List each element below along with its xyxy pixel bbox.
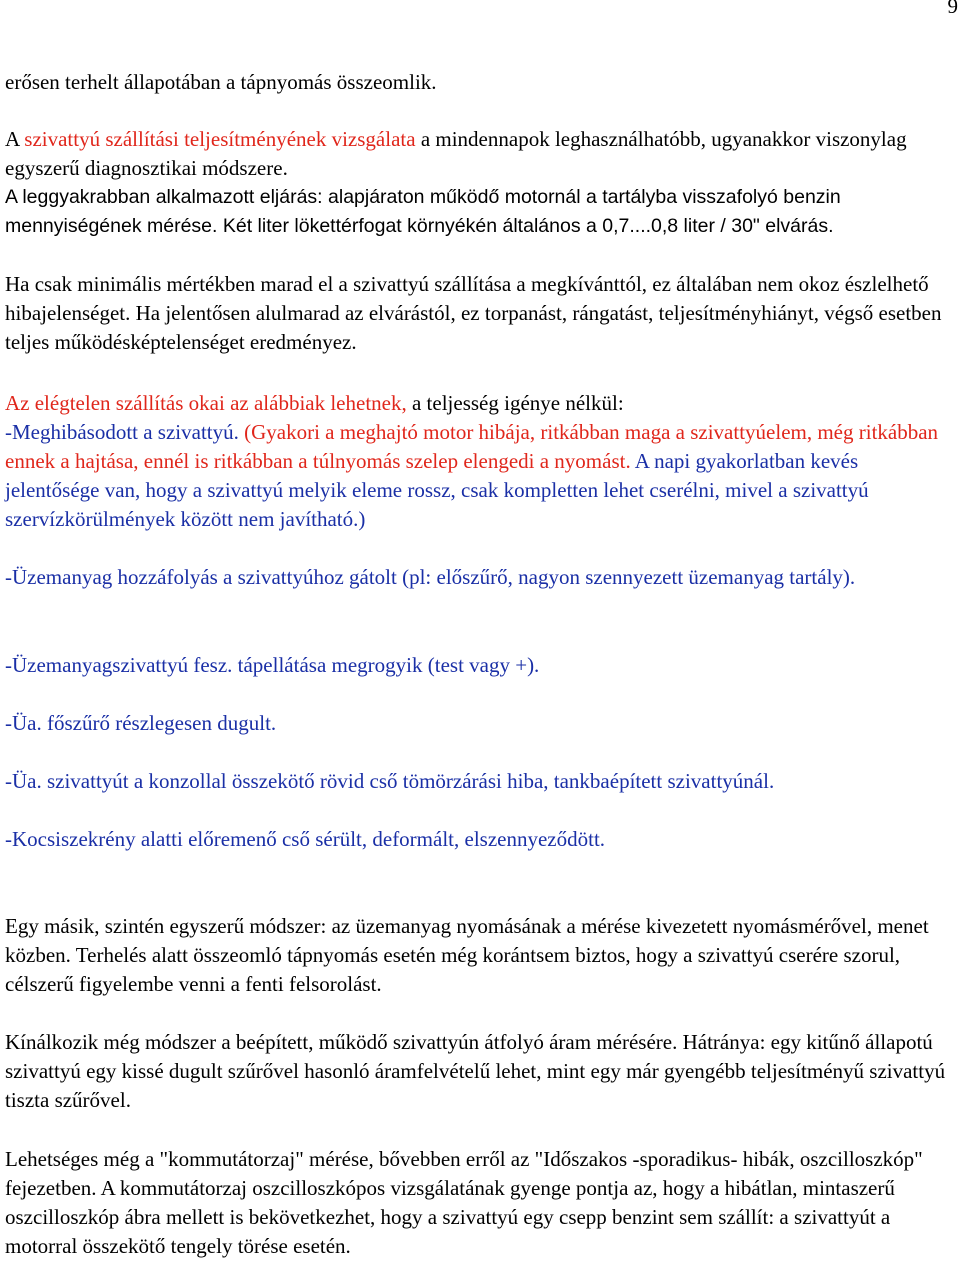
paragraph-commutator (5, 1145, 957, 1261)
text-cause-inflow: -Üzemanyag hozzáfolyás a szivattyúhoz gátolt (pl: előszűrő, nagyon szennyezett üzemanyag tartály). (5, 565, 856, 589)
paragraph-pressure (5, 912, 957, 999)
text-causes-tail: a teljesség igénye nélkül: (406, 391, 624, 415)
text-cause-supply: -Üzemanyagszivattyú fesz. tápellátása megrogyik (test vagy +). (5, 653, 540, 677)
cause-detail-blue: A napi gyakorlatban kevés jelentősége van, hogy a szivattyú melyik eleme rossz, csak kompletten lehet cserélni, mivel a szivattyú szervízkörülmények között nem javítható.) (5, 449, 869, 531)
paragraph-effects (5, 270, 957, 357)
text-cause-body-pipe: -Kocsiszekrény alatti előremenő cső sérült, deformált, elszennyeződött. (5, 827, 606, 851)
cause-item-body-pipe (5, 825, 957, 854)
highlight-causes-heading: Az elégtelen szállítás okai az alábbiak lehetnek, (5, 391, 407, 415)
text-cause-filter: -Üa. főszűrő részlegesen dugult. (5, 711, 277, 735)
paragraph-method (5, 183, 957, 241)
cause-item-inflow (5, 563, 957, 592)
text-effects: Ha csak minimális mértékben marad el a szivattyú szállítása a megkívánttól, ez általában nem okoz észlelhető hibajelenséget. Ha jelentősen alulmarad az elvárástól, ez torpanást, rángatást, teljesítményhiányt, végső esetben teljes működésképtelenséget eredményez. (5, 272, 942, 354)
page-number: 9 (947, 0, 958, 18)
paragraph-pump-test (5, 125, 957, 183)
cause-detail-red: (Gyakori a meghajtó motor hibája, ritkábban maga a szivattyúelem, még ritkábban ennek a hajtása, ennél is ritkábban a túlnyomás szelep elengedi a nyomást. (5, 420, 939, 473)
cause-item-pump-failure: -Meghibásodott a szivattyú. (5, 420, 239, 444)
text-intro: erősen terhelt állapotában a tápnyomás összeomlik. (5, 70, 437, 94)
cause-item-filter (5, 709, 957, 738)
highlight-pump-test: szivattyú szállítási teljesítményének vizsgálata (24, 127, 416, 151)
text-method: A leggyakrabban alkalmazott eljárás: alapjáraton működő motornál a tartályba visszafolyó benzin mennyiségének mérése. Két liter lökettérfogat környékén általános a 0,7....0,8 liter / 30" elvárás. (5, 186, 841, 237)
text-current: Kínálkozik még módszer a beépített, működő szivattyún átfolyó áram mérésére. Hátránya: egy kitűnő állapotú szivattyú egy kissé dugult szűrővel hasonló áramfelvételű lehet, mint egy már gyengébb teljesítményű szivattyú tiszta szűrővel. (5, 1030, 946, 1112)
text-pump-test-rest: a mindennapok leghasználhatóbb, ugyanakkor viszonylag egyszerű diagnosztikai módszere. (5, 127, 907, 180)
text-pressure: Egy másik, szintén egyszerű módszer: az üzemanyag nyomásának a mérése kivezetett nyomásmérővel, menet közben. Terhelés alatt összeomló tápnyomás esetén még korántsem biztos, hogy a szivattyú cserére szorul, célszerű figyelembe venni a fenti felsorolást. (5, 914, 929, 996)
cause-item-supply (5, 651, 957, 680)
text-commutator: Lehetséges még a "kommutátorzaj" mérése, bővebben erről az "Időszakos -sporadikus- hibák, oszcilloszkóp" fejezetben. A kommutátorzaj oszcilloszkópos vizsgálatának gyenge pontja az, hogy a hibátlan, mintaszerű oszcilloszkóp ábra mellett is bekövetkezhet, hogy a szivattyú egy csepp benzint sem szállít: a szivattyút a motorral összekötő tengely törése esetén. (5, 1147, 923, 1258)
cause-item-pipe-seal (5, 767, 957, 796)
text-pump-test-lead: A (5, 127, 25, 151)
paragraph-intro (5, 68, 957, 97)
paragraph-current (5, 1028, 957, 1115)
text-cause-pipe-seal: -Üa. szivattyút a konzollal összekötő rövid cső tömörzárási hiba, tankbaépített szivattyúnál. (5, 769, 775, 793)
paragraph-causes (5, 389, 957, 534)
